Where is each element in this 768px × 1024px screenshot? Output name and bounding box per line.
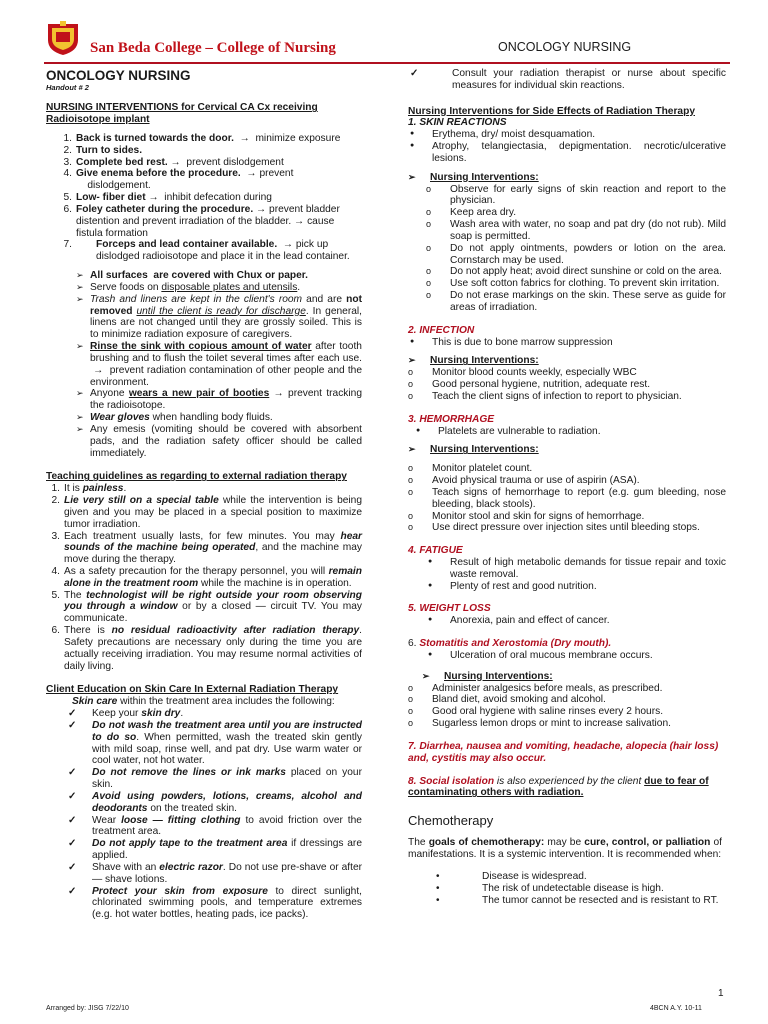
list-item: ● Plenty of rest and good nutrition.: [426, 581, 726, 593]
list-item: o Sugarless lemon drops or mint to increase salivation.: [408, 718, 726, 730]
list-item: 1. Back is turned towards the door. → minimize exposure: [63, 133, 341, 144]
fatigue-list: [408, 557, 726, 592]
weight-loss-list: [408, 615, 726, 627]
list-item: ● Erythema, dry/ moist desquamation.: [408, 129, 726, 141]
hemorrhage-list: [408, 426, 726, 438]
list-item: o Monitor blood counts weekly, especially WBC: [408, 367, 726, 379]
list-item: ● This is due to bone marrow suppression: [408, 337, 726, 349]
skin-reactions-list: [408, 129, 726, 164]
list-item: ➢ Wear gloves when handling body fluids.: [76, 412, 362, 424]
list-item: o Teach signs of hemorrhage to report (e.g. gum bleeding, nose bleeding, black stools).: [408, 487, 726, 511]
nursing-interventions-label: ➢ Nursing Interventions:: [408, 444, 726, 456]
list-item: ✓ Do not remove the lines or ink marks placed on your skin.: [66, 767, 362, 791]
page-title: ONCOLOGY NURSING: [46, 68, 191, 83]
college-name: San Beda College – College of Nursing: [90, 40, 336, 56]
list-item: ➢ All surfaces are covered with Chux or paper.: [76, 270, 362, 282]
list-item: o Keep area dry.: [426, 207, 726, 219]
college-seal-icon: [46, 20, 80, 56]
list-item: o Monitor platelet count.: [408, 463, 726, 475]
chemotherapy-goals: The goals of chemotherapy: may be cure, control, or palliation of manifestations. It is a systemic intervention. It is recommended when:: [408, 837, 723, 861]
list-item: ● Ulceration of oral mucous membrane occurs.: [426, 650, 726, 662]
chemotherapy-heading: Chemotherapy: [408, 813, 494, 829]
list-item: ➢ Trash and linens are kept in the client's room and are not removed until the client is ready for discharge. In general, linens are not changed until they are grossly soiled. This is to minimize radiation exposure of caregivers.: [76, 294, 362, 341]
list-item: 6. There is no residual radioactivity after radiation therapy. Safety precautions are necessary only during the time you are actually receiving irradiation. You may resume normal activities of daily living.: [51, 625, 362, 672]
list-item: ● Platelets are vulnerable to radiation.: [414, 426, 726, 438]
consult-item: [408, 68, 726, 92]
section-title-implant: NURSING INTERVENTIONS for Cervical CA Cx receiving Radioisotope implant: [46, 102, 318, 126]
list-item: 7. Forceps and lead container available. → pick up dislodged radioisotope and place it in the lead container.: [63, 239, 350, 263]
skin-interventions-list: [408, 184, 726, 314]
handout-label: Handout # 2: [46, 82, 89, 92]
list-item: ● Result of high metabolic demands for tissue repair and toxic waste removal.: [426, 557, 726, 581]
list-item: ✓ Wear loose — fitting clothing to avoid friction over the treatment area.: [66, 815, 362, 839]
left-column: [46, 68, 362, 921]
list-item: 1. It is painless.: [51, 483, 127, 495]
list-item: o Good personal hygiene, nutrition, adequate rest.: [408, 379, 726, 391]
skin-reactions-title: 1. SKIN REACTIONS: [408, 117, 507, 129]
infection-title: 2. INFECTION: [408, 324, 475, 336]
list-item: o Avoid physical trauma or use of aspirin (ASA).: [408, 475, 726, 487]
precautions-list: [46, 270, 362, 459]
header-divider: [44, 62, 730, 64]
list-item: o Do not apply ointments, powders or lotion on the area. Cornstarch may be used.: [426, 243, 726, 267]
page-header: [0, 0, 768, 64]
list-item: ✓ Do not wash the treatment area until you are instructed to do so. When permitted, wash the treated skin gently with mild soap, rinse well, and pat dry. Use warm water or cool water, not hot water.: [66, 720, 362, 767]
list-item: • The risk of undetectable disease is high.: [434, 883, 726, 895]
footer-arranged-by: Arranged by: JISG 7/22/10: [46, 1005, 129, 1012]
list-item: 5. The technologist will be right outside your room observing you through a window or by a closed — circuit TV. You may communicate.: [51, 589, 362, 625]
list-item: o Good oral hygiene with saline rinses every 2 hours.: [408, 706, 726, 718]
list-item: o Bland diet, avoid smoking and alcohol.: [408, 694, 726, 706]
list-item: 2. Lie very still on a special table while the intervention is being given and you may be placed in a special position to maximize tumor irradiation.: [51, 495, 363, 530]
stomatitis-interventions-list: [408, 683, 726, 730]
infection-list: [408, 337, 726, 349]
list-item: o Use direct pressure over injection sites until bleeding stops.: [408, 522, 726, 534]
teaching-list: [46, 483, 362, 672]
list-item: o Administer analgesics before meals, as prescribed.: [408, 683, 726, 695]
list-item: 4. Give enema before the procedure. → prevent dislodgement.: [63, 168, 294, 192]
hemorrhage-interventions-list: [408, 463, 726, 534]
chemotherapy-indications: [408, 871, 726, 906]
stomatitis-list: [408, 650, 726, 662]
list-item: 5. Low- fiber diet → inhibit defecation during: [63, 192, 272, 204]
list-item: ➢ Rinse the sink with copious amount of water after tooth brushing and to flush the toilet several times after each use. → prevent radiation contamination of other people and the environment.: [76, 341, 362, 388]
list-item: o Teach the client signs of infection to report to physician.: [408, 391, 726, 403]
list-item: 4. As a safety precaution for the therapy personnel, you will remain alone in the treatment room while the machine is in operation.: [51, 565, 362, 589]
list-item: ✓ Shave with an electric razor. Do not use pre-shave or after — shave lotions.: [66, 862, 362, 886]
weight-loss-title: 5. WEIGHT LOSS: [408, 603, 491, 615]
list-item: ✓ Keep your skin dry.: [66, 708, 362, 720]
list-item: ➢ Anyone wears a new pair of booties → prevent tracking the radioisotope.: [76, 388, 362, 412]
list-item: o Observe for early signs of skin reaction and report to the physician.: [426, 184, 726, 208]
item-8-social-isolation: 8. Social isolation is also experienced by the client due to fear of contaminating others with radiation.: [408, 775, 709, 799]
item-7-other-effects: 7. Diarrhea, nausea and vomiting, headache, alopecia (hair loss) and, cystitis may also occur.: [408, 740, 719, 764]
list-item: ➢ Serve foods on disposable plates and utensils.: [76, 282, 362, 294]
list-item: ✓ Do not apply tape to the treatment area if dressings are applied.: [66, 838, 362, 862]
footer-class-year: 4BCN A.Y. 10-11: [650, 1005, 702, 1012]
list-item: o Do not erase markings on the skin. These serve as guide for areas of irradiation.: [426, 290, 726, 314]
list-item: ✓ Protect your skin from exposure to direct sunlight, chlorinated swimming pools, and temperature extremes (e.g. hot water bottles, heating pads, ice packs).: [66, 886, 362, 921]
hemorrhage-title: 3. HEMORRHAGE: [408, 413, 495, 425]
nursing-interventions-label: ➢ Nursing Interventions:: [408, 172, 726, 184]
list-item: o Do not apply heat; avoid direct sunshine or cold on the area.: [426, 266, 726, 278]
list-item: 6. Foley catheter during the procedure. → prevent bladder distention and prevent irradiation of the bladder. → cause fistula formation: [63, 203, 340, 239]
stomatitis-title: 6. Stomatitis and Xerostomia (Dry mouth).: [408, 638, 612, 650]
list-item: 2. Turn to sides.: [63, 144, 143, 156]
skin-care-intro: Skin care within the treatment area includes the following:: [72, 696, 335, 708]
list-item: ✓ Consult your radiation therapist or nurse about specific measures for individual skin reactions.: [408, 68, 726, 92]
list-item: o Wash area with water, no soap and pat dry (do not rub). Mild soap is permitted.: [426, 219, 726, 243]
course-name: ONCOLOGY NURSING: [498, 40, 632, 54]
implant-interventions: [46, 133, 362, 263]
page-number: 1: [718, 988, 724, 999]
skin-care-list: [46, 708, 362, 921]
list-item: • The tumor cannot be resected and is resistant to RT.: [434, 895, 726, 907]
list-item: 3. Each treatment usually lasts, for few minutes. You may hear sounds of the machine being operated, and the machine may move during the therapy.: [51, 530, 362, 566]
list-item: 3. Complete bed rest. → prevent dislodgement: [63, 156, 284, 168]
section-title-teaching: Teaching guidelines as regarding to external radiation therapy: [46, 471, 347, 483]
section-title-skin-care: Client Education on Skin Care In External Radiation Therapy: [46, 684, 339, 696]
list-item: o Monitor stool and skin for signs of hemorrhage.: [408, 511, 726, 523]
list-item: ➢ Any emesis (vomiting should be covered with absorbent pads, and the radiation safety officer should be called immediately.: [76, 424, 362, 459]
nursing-interventions-label: ➢ Nursing Interventions:: [422, 671, 726, 683]
section-title-side-effects: Nursing Interventions for Side Effects of Radiation Therapy: [408, 105, 695, 117]
nursing-interventions-label: ➢ Nursing Interventions:: [408, 355, 726, 367]
fatigue-title: 4. FATIGUE: [408, 545, 463, 557]
list-item: ● Atrophy, telangiectasia, depigmentation. necrotic/ulcerative lesions.: [408, 141, 726, 165]
list-item: ✓ Avoid using powders, lotions, creams, alcohol and deodorants on the treated skin.: [66, 791, 362, 815]
infection-interventions-list: [408, 367, 726, 402]
list-item: • Disease is widespread.: [434, 871, 726, 883]
list-item: ● Anorexia, pain and effect of cancer.: [426, 615, 726, 627]
list-item: o Use soft cotton fabrics for clothing. To prevent skin irritation.: [426, 278, 726, 290]
right-column: [408, 68, 726, 906]
